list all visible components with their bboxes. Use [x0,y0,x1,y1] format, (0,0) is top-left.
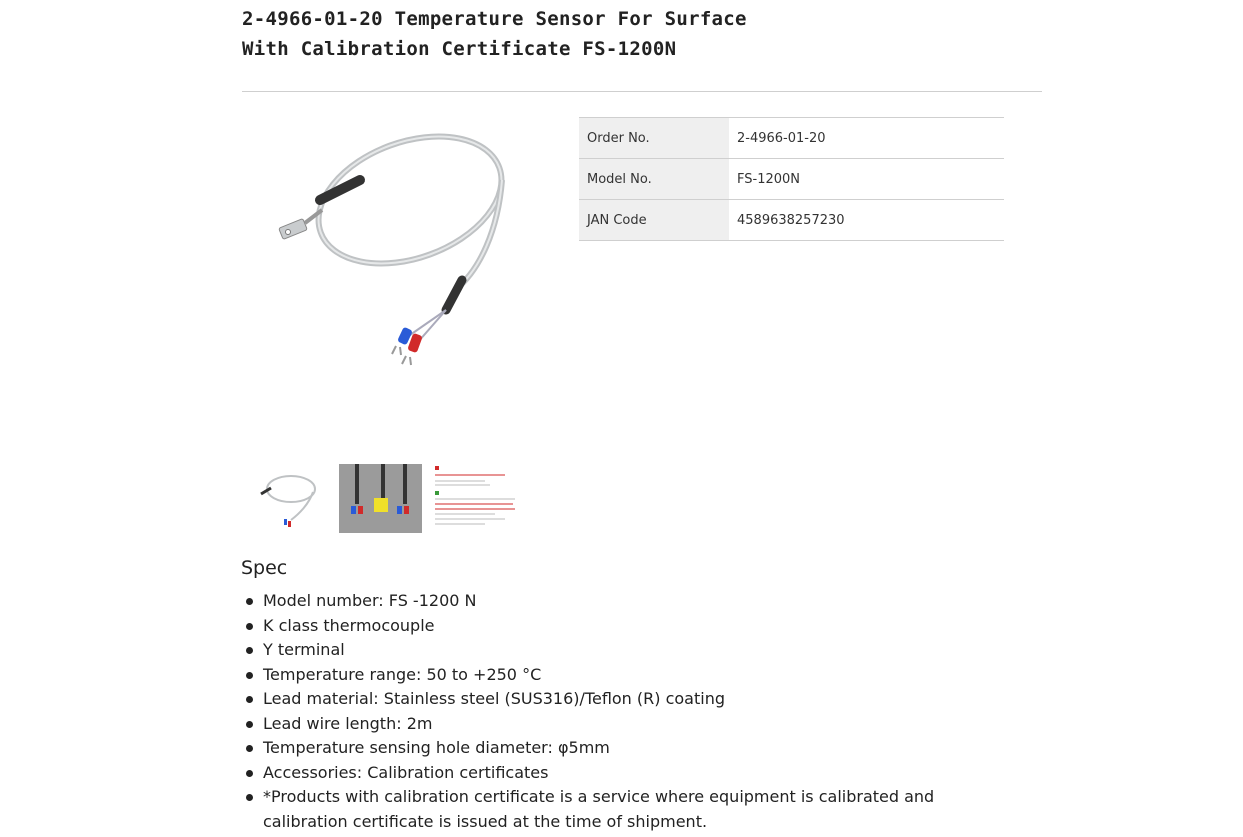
list-item [242,614,1002,639]
title-line-2: With Calibration Certificate FS-1200N [242,38,677,60]
spec-item-text: Lead material: Stainless steel (SUS316)/Teflon (R) coating [263,689,725,708]
divider [242,91,1042,92]
details-value: FS-1200N [729,159,1004,200]
spec-item-text: Temperature sensing hole diameter: φ5mm [263,738,610,757]
spec-item-text: Accessories: Calibration certificates [263,762,549,782]
spec-list [242,589,1002,834]
bullet-icon [246,696,253,703]
spec-item-text: Y terminal [263,640,345,659]
details-label: Model No. [579,159,729,200]
list-item [242,736,1002,761]
list-item [242,589,1002,614]
thumbnail-connectors[interactable] [339,464,422,533]
bullet-icon [246,794,253,801]
details-value: 2-4966-01-20 [729,118,1004,159]
details-row-jan-code [579,200,1004,241]
spec-item-text: K class thermocouple [263,615,435,635]
main-product-image [250,120,540,370]
bullet-icon [246,721,253,728]
list-item [242,785,1002,834]
bullet-icon [246,745,253,752]
bullet-icon [246,770,253,777]
details-label: Order No. [579,118,729,159]
list-item [242,687,1002,712]
details-value: 4589638257230 [729,200,1004,241]
spec-item-text: Temperature range: 50 to +250 °C [263,664,542,684]
bullet-icon [246,623,253,630]
thumbnail-certificate[interactable] [435,464,518,533]
list-item [242,663,1002,688]
bullet-icon [246,672,253,679]
spec-heading: Spec [241,557,288,579]
spec-item-text: *Products with calibration certificate is a service where equipment is calibrated and calibration certificate is issued at the time of shipment. [263,787,935,831]
bullet-icon [246,647,253,654]
spec-item-text: Lead wire length: 2m [263,713,433,733]
list-item [242,638,1002,663]
thumbnail-strip [243,464,518,533]
title-line-1: 2-4966-01-20 Temperature Sensor For Surface [242,8,747,30]
spec-item-text: Model number: FS -1200 N [263,591,477,610]
thumbnail-sensor[interactable] [243,464,326,533]
product-details-table [579,117,1004,241]
details-row-order-no [579,118,1004,159]
bullet-icon [246,598,253,605]
details-row-model-no [579,159,1004,200]
list-item [242,712,1002,737]
details-label: JAN Code [579,200,729,241]
list-item [242,761,1002,786]
page-title [242,4,1002,64]
